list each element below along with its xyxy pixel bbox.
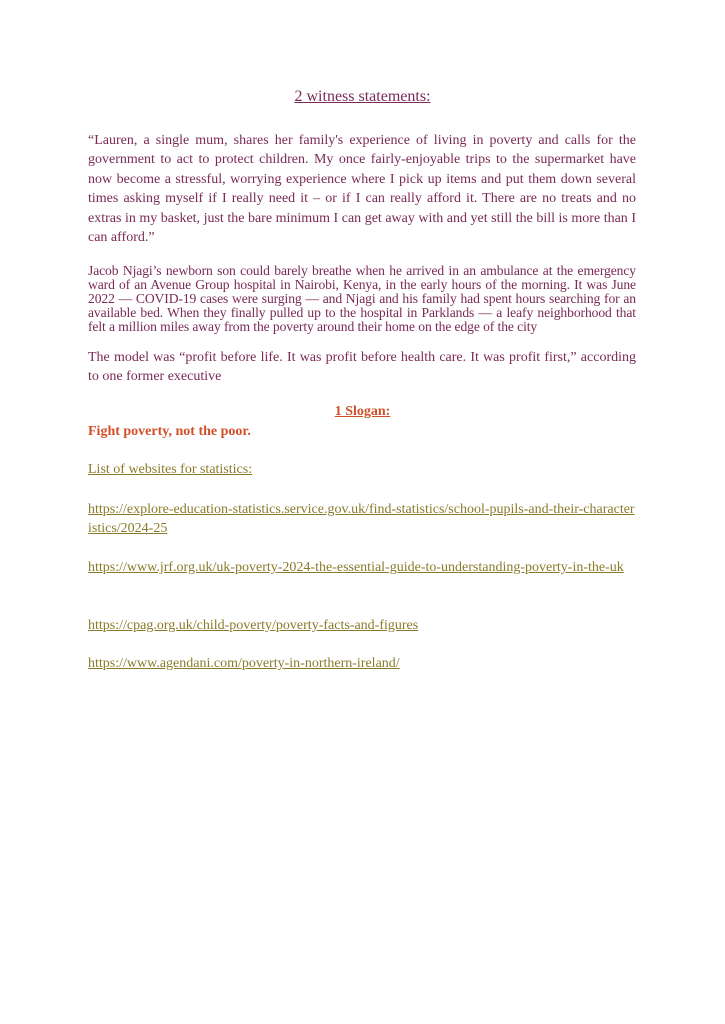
page-title: 2 witness statements: xyxy=(294,88,431,105)
statistics-link-agendani[interactable]: https://www.agendani.com/poverty-in-northern-ireland/ xyxy=(88,656,400,671)
witness-statement-model: The model was “profit before life. It was profit before health care. It was profit first,” according to one former executive xyxy=(88,350,636,384)
websites-heading: List of websites for statistics: xyxy=(88,462,253,477)
statistics-link-cpag[interactable]: https://cpag.org.uk/child-poverty/poverty-facts-and-figures xyxy=(88,618,419,633)
witness-statement-quote: “Lauren, a single mum, shares her family's experience of living in poverty and calls for the government to act to protect children. My once fairly-enjoyable trips to the supermarket have now become a stressful, worrying experience where I pick up items and put them down several times asking myself if I really need it – or if I can really afford it. There are no treats and no extras in my basket, just the bare minimum I can get away with and yet still the bill is more than I can afford.” xyxy=(88,133,636,246)
slogan-text: Fight poverty, not the poor. xyxy=(88,424,251,439)
statistics-link-education[interactable]: https://explore-education-statistics.service.gov.uk/find-statistics/school-pupils-and-their-characteristics/2024-25 xyxy=(88,502,635,537)
statistics-link-jrf[interactable]: https://www.jrf.org.uk/uk-poverty-2024-the-essential-guide-to-understanding-poverty-in-the-uk xyxy=(88,560,624,575)
witness-statement-story: Jacob Njagi’s newborn son could barely breathe when he arrived in an ambulance at the emergency ward of an Avenue Group hospital in Nairobi, Kenya, in the early hours of the morning. It was June 2022 — COVID-19 cases were surging — and Njagi and his family had spent hours searching for an available bed. When they finally pulled up to the hospital in Parklands — a leafy neighborhood that felt a million miles away from the poverty around their home on the edge of the city xyxy=(88,263,636,334)
slogan-heading: 1 Slogan: xyxy=(334,404,391,419)
